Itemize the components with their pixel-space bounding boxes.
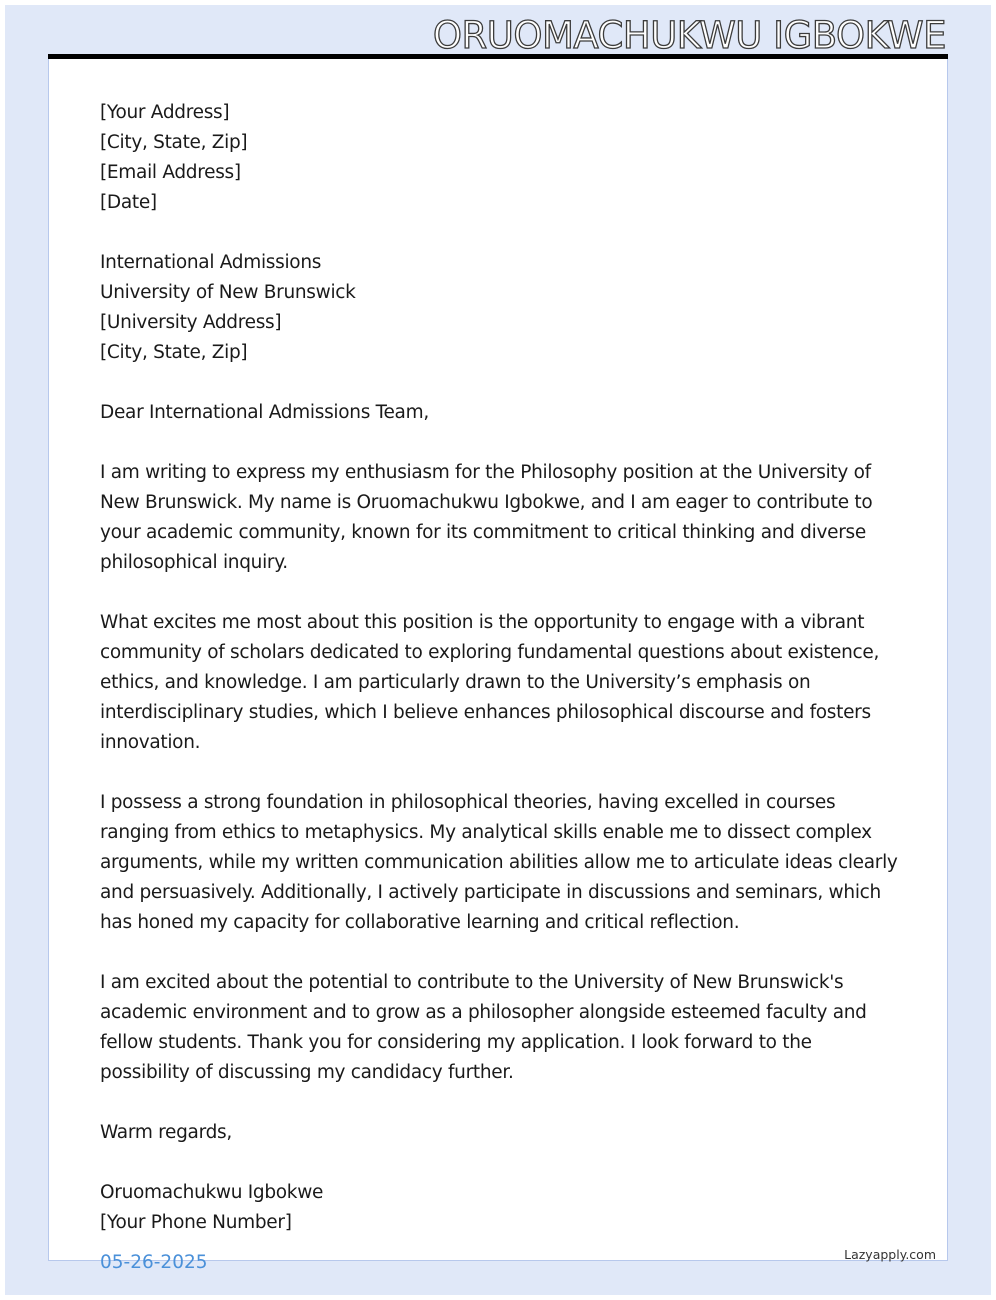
recipient-institution: University of New Brunswick xyxy=(100,282,356,303)
paragraph-qualifications: I possess a strong foundation in philosophical theories, having excelled in courses ranging from ethics to metaphysics. My analytical skills enable me to dissect complex arguments, while my written communication abilities allow me to articulate ideas clearly and persuasively. Additionally, I actively participate in discussions and seminars, which has honed my capacity for collaborative learning and critical reflection. xyxy=(100,792,898,933)
watermark: Lazyapply.com xyxy=(844,1247,936,1262)
sender-address: [Your Address] xyxy=(100,102,230,123)
spacer xyxy=(100,218,900,248)
cover-letter-body xyxy=(100,98,900,1238)
spacer xyxy=(100,758,900,788)
signature-phone: [Your Phone Number] xyxy=(100,1212,292,1233)
closing: Warm regards, xyxy=(100,1122,232,1143)
spacer xyxy=(100,428,900,458)
recipient-department: International Admissions xyxy=(100,252,322,273)
spacer xyxy=(100,368,900,398)
sender-email: [Email Address] xyxy=(100,162,241,183)
salutation: Dear International Admissions Team, xyxy=(100,402,429,423)
paragraph-motivation: What excites me most about this position is the opportunity to engage with a vibrant community of scholars dedicated to exploring fundamental questions about existence, ethics, and knowledge. I am particularly drawn to the University’s emphasis on interdisciplinary studies, which I believe enhances philosophical discourse and fosters innovation. xyxy=(100,612,880,753)
applicant-name-heading: ORUOMACHUKWU IGBOKWE xyxy=(432,14,946,57)
signature-name: Oruomachukwu Igbokwe xyxy=(100,1182,324,1203)
sender-city-state-zip: [City, State, Zip] xyxy=(100,132,248,153)
spacer xyxy=(100,938,900,968)
paragraph-conclusion: I am excited about the potential to contribute to the University of New Brunswick's academic environment and to grow as a philosopher alongside esteemed faculty and fellow students. Thank you for considering my application. I look forward to the possibility of discussing my candidacy further. xyxy=(100,972,867,1083)
recipient-address: [University Address] xyxy=(100,312,282,333)
footer-date: 05-26-2025 xyxy=(100,1252,208,1273)
spacer xyxy=(100,1088,900,1118)
paragraph-intro: I am writing to express my enthusiasm for the Philosophy position at the University of New Brunswick. My name is Oruomachukwu Igbokwe, and I am eager to contribute to your academic community, known for its commitment to critical thinking and diverse philosophical inquiry. xyxy=(100,462,873,573)
spacer xyxy=(100,578,900,608)
spacer xyxy=(100,1148,900,1178)
recipient-city-state-zip: [City, State, Zip] xyxy=(100,342,248,363)
sender-date: [Date] xyxy=(100,192,157,213)
